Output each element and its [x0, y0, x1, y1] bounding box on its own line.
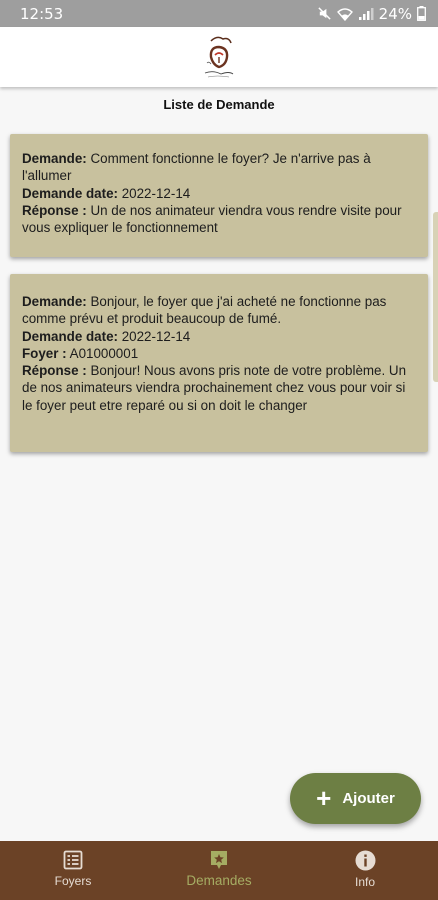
foyer-label: Foyer : — [22, 345, 67, 361]
app-bar — [0, 27, 438, 87]
bottom-nav — [0, 841, 438, 900]
nav-label-foyers: Foyers — [54, 874, 92, 888]
plus-icon: + — [316, 782, 332, 813]
add-request-button[interactable] — [290, 773, 421, 824]
date-row — [22, 185, 416, 202]
reponse-row — [22, 202, 416, 237]
nav-label-demandes: Demandes — [186, 873, 252, 888]
reponse-row — [22, 362, 416, 414]
nav-label-info: Info — [354, 875, 375, 889]
reponse-text: Bonjour! Nous avons pris note de votre problème. Un de nos animateurs viendra prochainement chez vous pour voir si le foyer peut etre reparé ou si on doit le changer — [22, 363, 407, 413]
list-icon — [63, 850, 83, 870]
foyer-row — [22, 345, 416, 362]
date-value: 2022-12-14 — [118, 185, 191, 201]
battery-icon — [417, 6, 426, 21]
status-time: 12:53 — [20, 4, 64, 23]
date-value: 2022-12-14 — [118, 328, 191, 344]
nav-item-info[interactable] — [292, 841, 438, 889]
date-row — [22, 328, 416, 345]
battery-percent: 24% — [378, 4, 412, 23]
edge-panel-handle[interactable] — [433, 212, 438, 382]
app-logo — [199, 33, 239, 81]
mute-icon — [317, 6, 332, 21]
demande-row — [22, 293, 416, 328]
foyer-value: A01000001 — [66, 345, 139, 361]
date-label: Demande date: — [22, 185, 118, 201]
nav-item-foyers[interactable] — [0, 841, 146, 888]
wifi-icon — [337, 7, 353, 21]
status-bar — [0, 0, 438, 27]
info-icon — [355, 850, 376, 871]
reponse-label: Réponse : — [22, 363, 87, 379]
date-label: Demande date: — [22, 328, 118, 344]
demande-text: Bonjour, le foyer que j'ai acheté ne fonctionne pas comme prévu et produit beaucoup de fumé. — [22, 294, 387, 327]
signal-icon — [358, 7, 374, 21]
add-button-label: Ajouter — [342, 790, 395, 807]
demande-row — [22, 150, 416, 185]
demande-text: Comment fonctionne le foyer? Je n'arrive pas à l'allumer — [22, 151, 371, 184]
page-title: Liste de Demande — [163, 97, 275, 112]
request-icon — [209, 850, 229, 870]
status-icons — [317, 5, 426, 23]
nav-item-demandes[interactable] — [146, 841, 292, 888]
demande-label: Demande: — [22, 294, 87, 309]
demande-label: Demande: — [22, 151, 87, 166]
request-card[interactable] — [10, 274, 428, 452]
reponse-label: Réponse : — [22, 202, 87, 218]
reponse-text: Un de nos animateur viendra vous rendre visite pour vous expliquer le fonctionnement — [22, 202, 402, 236]
request-card[interactable] — [10, 134, 428, 257]
